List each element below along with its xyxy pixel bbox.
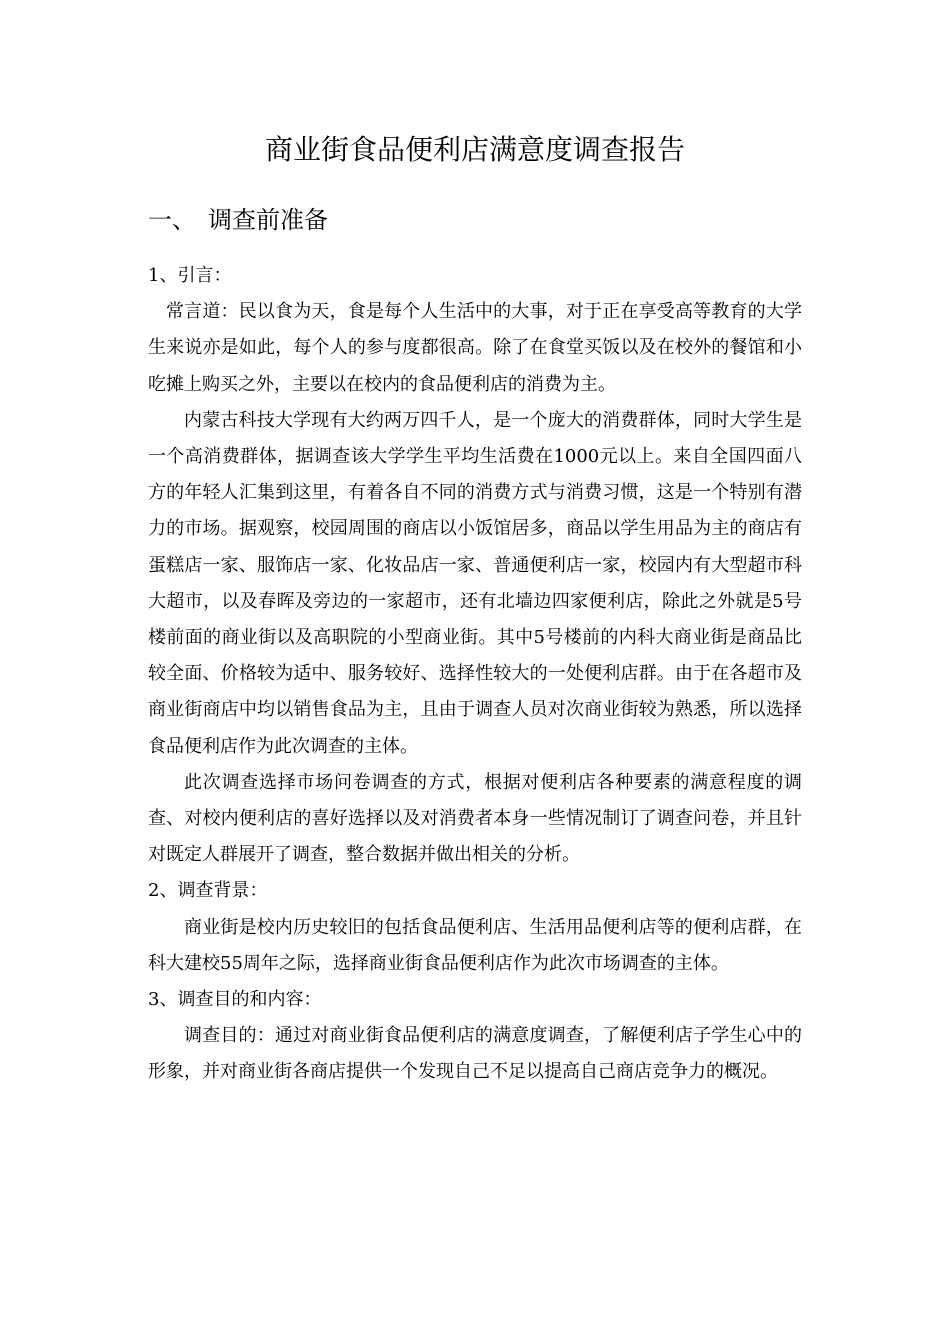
document-body xyxy=(148,258,802,1091)
section-heading xyxy=(148,202,802,238)
subsection-heading-intro: 1、引言： xyxy=(148,265,232,286)
paragraph-intro-2: 内蒙古科技大学现有大约两万四千人，是一个庞大的消费群体，同时大学生是一个高消费群体，据调查该大学学生平均生活费在1000元以上。来自全国四面八方的年轻人汇集到这里，有着各自不同的消费方式与消费习惯，这是一个特别有潜力的市场。据观察，校园周围的商店以小饭馆居多，商品以学生用品为主的商店有蛋糕店一家、服饰店一家、化妆品店一家、普通便利店一家，校园内有大型超市科大超市，以及春晖及旁边的一家超市，还有北墙边四家便利店，除此之外就是5号楼前面的商业街以及高职院的小型商业街。其中5号楼前的内科大商业街是商品比较全面、价格较为适中、服务较好、选择性较大的一处便利店群。由于在各超市及商业街商店中均以销售食品为主，且由于调查人员对次商业街较为熟悉，所以选择食品便利店作为此次调查的主体。 xyxy=(148,409,802,757)
section-number: 一、 xyxy=(148,206,196,234)
subsection-heading-background: 2、调查背景： xyxy=(148,880,268,902)
document-title: 商业街食品便利店满意度调查报告 xyxy=(264,133,685,166)
subsection-heading-purpose: 3、调查目的和内容： xyxy=(148,989,322,1011)
section-title: 调查前准备 xyxy=(208,206,328,234)
paragraph-intro-3: 此次调查选择市场问卷调查的方式，根据对便利店各种要素的满意程度的调查、对校内便利店的喜好选择以及对消费者本身一些情况制订了调查问卷，并且针对既定人群展开了调查，整合数据并做出相关的分析。 xyxy=(148,771,802,866)
paragraph-purpose: 调查目的：通过对商业街食品便利店的满意度调查，了解便利店子学生心中的形象，并对商业街各商店提供一个发现自己不足以提高自己商店竞争力的概况。 xyxy=(148,1025,802,1083)
paragraph-background: 商业街是校内历史较旧的包括食品便利店、生活用品便利店等的便利店群，在科大建校55周年之际，选择商业街食品便利店作为此次市场调查的主体。 xyxy=(148,916,802,974)
paragraph-intro-1: 常言道：民以食为天，食是每个人生活中的大事，对于正在享受高等教育的大学生来说亦是如此，每个人的参与度都很高。除了在食堂买饭以及在校外的餐馆和小吃摊上购买之外，主要以在校内的食品便利店的消费为主。 xyxy=(148,301,802,395)
